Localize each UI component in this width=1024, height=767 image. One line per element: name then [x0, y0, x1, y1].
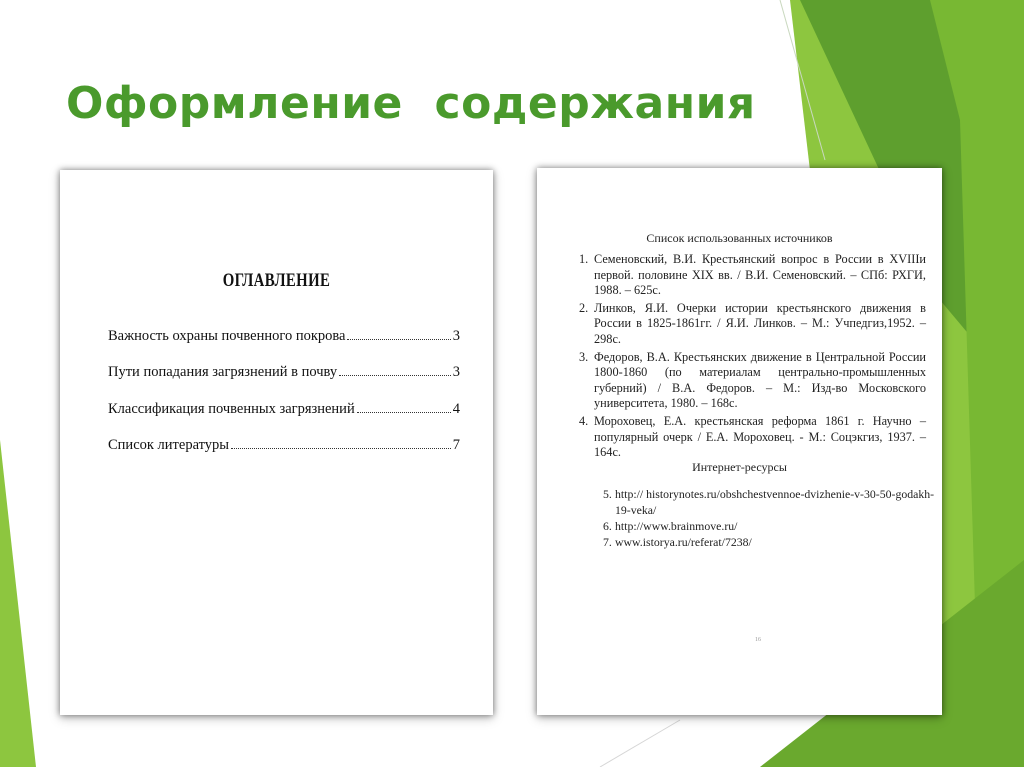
internet-item [603, 486, 945, 518]
page-number: 16 [755, 637, 761, 643]
internet-resources-title: Интернет-ресурсы [692, 460, 787, 474]
source-text: Семеновский, В.И. Крестьянский вопрос в России в XVIIIи первой. половине XIX вв. / В.И. Семеновский. – СПб: РХГИ, 1988. – 625с. [594, 252, 926, 298]
toc-leader-dots [347, 339, 450, 340]
references-page-image [537, 168, 942, 715]
internet-item [603, 534, 945, 550]
toc-entry-label: Пути попадания загрязнений в почву [108, 364, 338, 380]
source-item [579, 413, 926, 461]
toc-entry [108, 437, 460, 454]
toc-entry-label: Важность охраны почвенного покрова [108, 328, 346, 344]
internet-resources-list [603, 486, 945, 550]
source-text: Федоров, В.А. Крестьянских движение в Центральной России 1800-1860 (по материалам центрально-промышленных губерний) / В.А. Федоров. – М.: Изд-во Московского университета, 1980. – 168с. [594, 349, 926, 411]
toc-entry-page: 3 [452, 364, 460, 380]
toc-leader-dots [357, 412, 451, 413]
sources-list [579, 252, 926, 463]
internet-item [603, 518, 945, 534]
toc-entry-label: Список литературы [108, 437, 230, 453]
internet-number: 7. [603, 535, 612, 549]
internet-number: 6. [603, 519, 612, 533]
toc-entry-page: 7 [452, 437, 460, 453]
source-item [579, 349, 926, 412]
toc-page-image [60, 170, 493, 715]
toc-heading: ОГЛАВЛЕНИЕ [222, 270, 331, 291]
sources-title: Список использованных источников [646, 231, 833, 245]
internet-link-text: http:// historynotes.ru/obshchestvennoe-dvizhenie-v-30-50-godakh-19-veka/ [615, 487, 935, 517]
source-number: 4. [579, 413, 589, 428]
divider-line-bottom [600, 720, 680, 767]
internet-number: 5. [603, 487, 612, 501]
internet-link-text: http://www.brainmove.ru/ [615, 519, 738, 533]
slide-title: Оформление содержания [66, 78, 756, 129]
source-text: Мороховец, Е.А. крестьянская реформа 1861 г. Научно –популярный очерк / Е.А. Мороховец. - М.: Соцэкгиз, 1937. – 164с. [594, 413, 926, 460]
toc-entry-label: Классификация почвенных загрязнений [108, 401, 355, 417]
green-band-left [0, 440, 36, 767]
toc-entry-page: 4 [452, 401, 460, 417]
source-text: Линков, Я.И. Очерки истории крестьянского движения в России в 1825-1861гг. / Я.И. Линков. – М.: Учпедгиз,1952. – 298с. [594, 300, 926, 346]
toc-entry-page: 3 [452, 328, 460, 344]
source-item [579, 300, 926, 348]
toc-leader-dots [339, 375, 451, 376]
toc-entry [108, 364, 460, 381]
source-number: 3. [579, 349, 589, 364]
source-item [579, 252, 926, 299]
toc-entry [108, 401, 460, 418]
source-number: 1. [579, 252, 589, 266]
internet-link-text: www.istorya.ru/referat/7238/ [615, 535, 752, 549]
toc-entry [108, 328, 460, 345]
source-number: 2. [579, 300, 589, 315]
toc-leader-dots [231, 448, 451, 449]
